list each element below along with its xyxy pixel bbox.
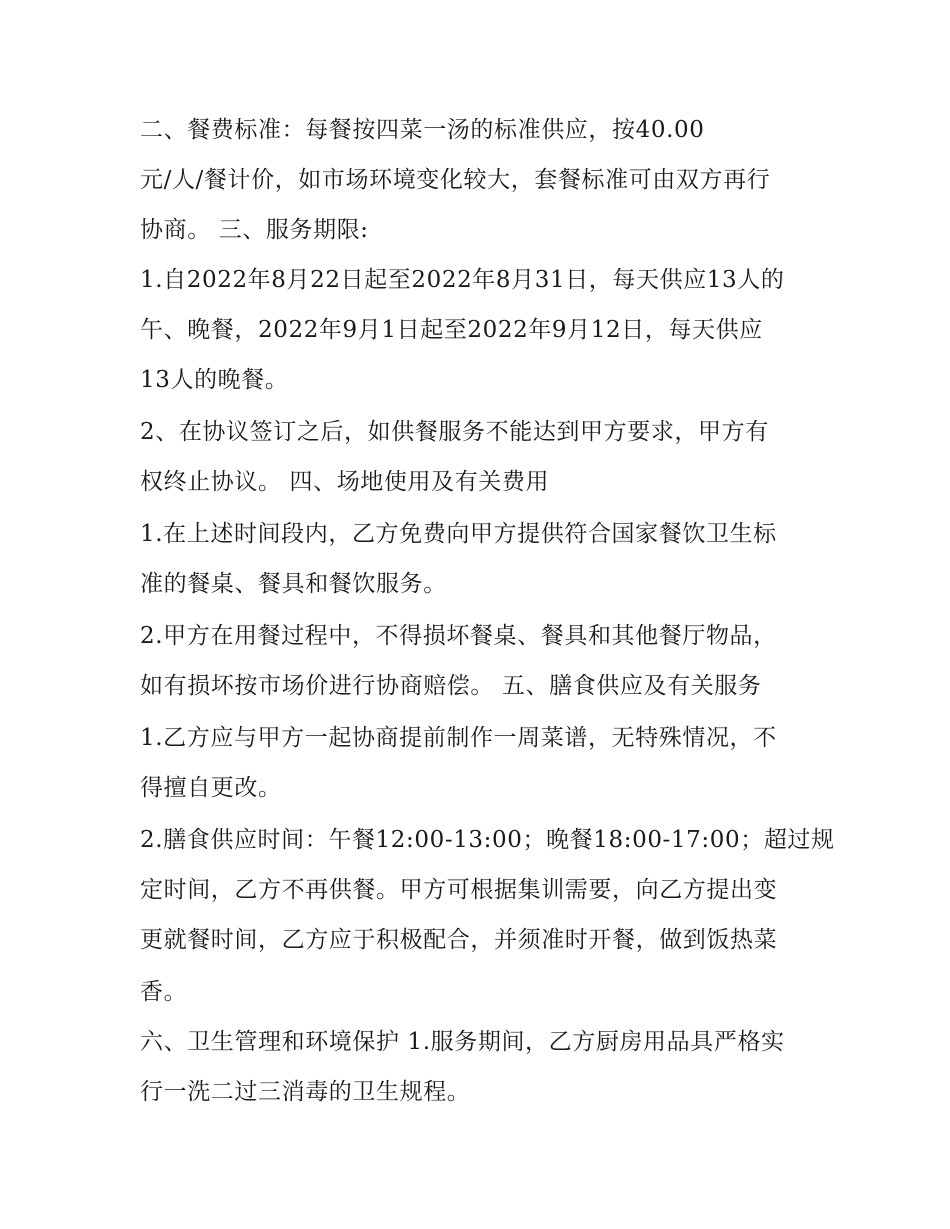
- text-line: 元/人/餐计价，如市场环境变化较大，套餐标准可由双方再行: [140, 167, 771, 193]
- text-line: 2、在协议签订之后，如供餐服务不能达到甲方要求，甲方有: [140, 419, 769, 445]
- text-line: 2.甲方在用餐过程中，不得损坏餐桌、餐具和其他餐厅物品，: [140, 623, 777, 649]
- text-line: 13人的晚餐。: [140, 367, 289, 393]
- text-line: 更就餐时间，乙方应于积极配合，并须准时开餐，做到饭热菜: [140, 927, 778, 953]
- text-line: 2.膳食供应时间：午餐12:00-13:00；晚餐18:00-17:00；超过规: [140, 827, 835, 853]
- text-line: 行一洗二过三消毒的卫生规程。: [140, 1079, 471, 1105]
- text-line: 1.乙方应与甲方一起协商提前制作一周菜谱，无特殊情况，不: [140, 725, 777, 751]
- text-line: 二、餐费标准：每餐按四菜一汤的标准供应，按40.00: [140, 117, 705, 143]
- text-line: 六、卫生管理和环境保护 1.服务期间，乙方厨房用品具严格实: [140, 1029, 785, 1055]
- text-line: 午、晚餐，2022年9月1日起至2022年9月12日，每天供应: [140, 317, 763, 343]
- text-line: 定时间，乙方不再供餐。甲方可根据集训需要，向乙方提出变: [140, 877, 778, 903]
- text-line: 权终止协议。 四、场地使用及有关费用: [140, 469, 550, 495]
- text-line: 1.在上述时间段内，乙方免费向甲方提供符合国家餐饮卫生标: [140, 521, 777, 547]
- text-line: 协商。 三、服务期限:: [140, 217, 369, 243]
- text-line: 1.自2022年8月22日起至2022年8月31日，每天供应13人的: [140, 267, 785, 293]
- text-line: 香。: [140, 979, 188, 1005]
- text-line: 得擅自更改。: [140, 775, 282, 801]
- text-line: 如有损坏按市场价进行协商赔偿。 五、膳食供应及有关服务: [140, 673, 762, 699]
- text-line: 准的餐桌、餐具和餐饮服务。: [140, 571, 447, 597]
